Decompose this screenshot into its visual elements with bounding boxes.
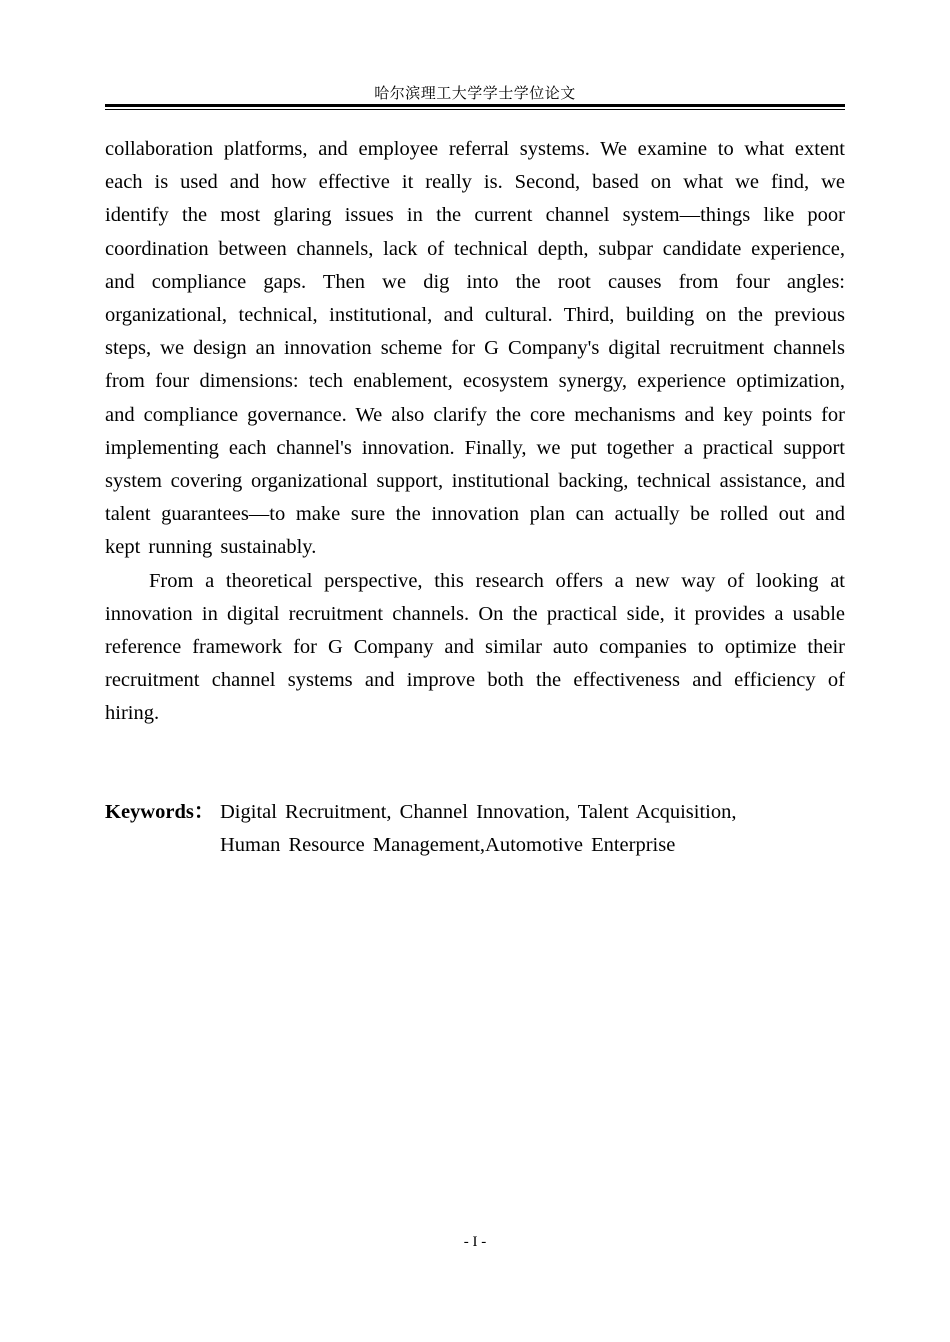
keywords-label: Keywords： bbox=[105, 801, 215, 823]
abstract-body bbox=[105, 133, 845, 731]
page-number: - I - bbox=[463, 1234, 487, 1250]
keywords-line-2: Human Resource Management,Automotive Enterprise bbox=[220, 834, 676, 857]
header-rule-thick bbox=[105, 104, 845, 107]
header-double-rule bbox=[105, 104, 845, 110]
keywords-values bbox=[220, 796, 845, 862]
header-rule-thin bbox=[105, 109, 845, 110]
abstract-paragraph-conclusion: From a theoretical perspective, this research offers a new way of looking at innovation in digital recruitment channels. On the practical side, it provides a usable reference framework for G Company and similar auto companies to optimize their recruitment channel systems and improve both the effectiveness and efficiency of hiring. bbox=[105, 569, 845, 725]
running-header-title: 哈尔滨理工大学学士学位论文 bbox=[374, 84, 576, 102]
keywords-section bbox=[105, 796, 845, 862]
abstract-paragraph-continued: collaboration platforms, and employee referral systems. We examine to what extent each is used and how effective it really is. Second, based on what we find, we identify the most glaring issues in the current channel system—things like poor coordination between channels, lack of technical depth, subpar candidate experience, and compliance gaps. Then we dig into the root causes from four angles: organizational, technical, institutional, and cultural. Third, building on the previous steps, we design an innovation scheme for G Company's digital recruitment channels from four dimensions: tech enablement, ecosystem synergy, experience optimization, and compliance governance. We also clarify the core mechanisms and key points for implementing each channel's innovation. Finally, we put together a practical support system covering organizational support, institutional backing, technical assistance, and talent guarantees—to make sure the innovation plan can actually be rolled out and kept running sustainably. bbox=[105, 138, 845, 559]
keywords-line-1: Digital Recruitment, Channel Innovation, Talent Acquisition, bbox=[220, 801, 737, 823]
keywords-row bbox=[105, 796, 845, 862]
